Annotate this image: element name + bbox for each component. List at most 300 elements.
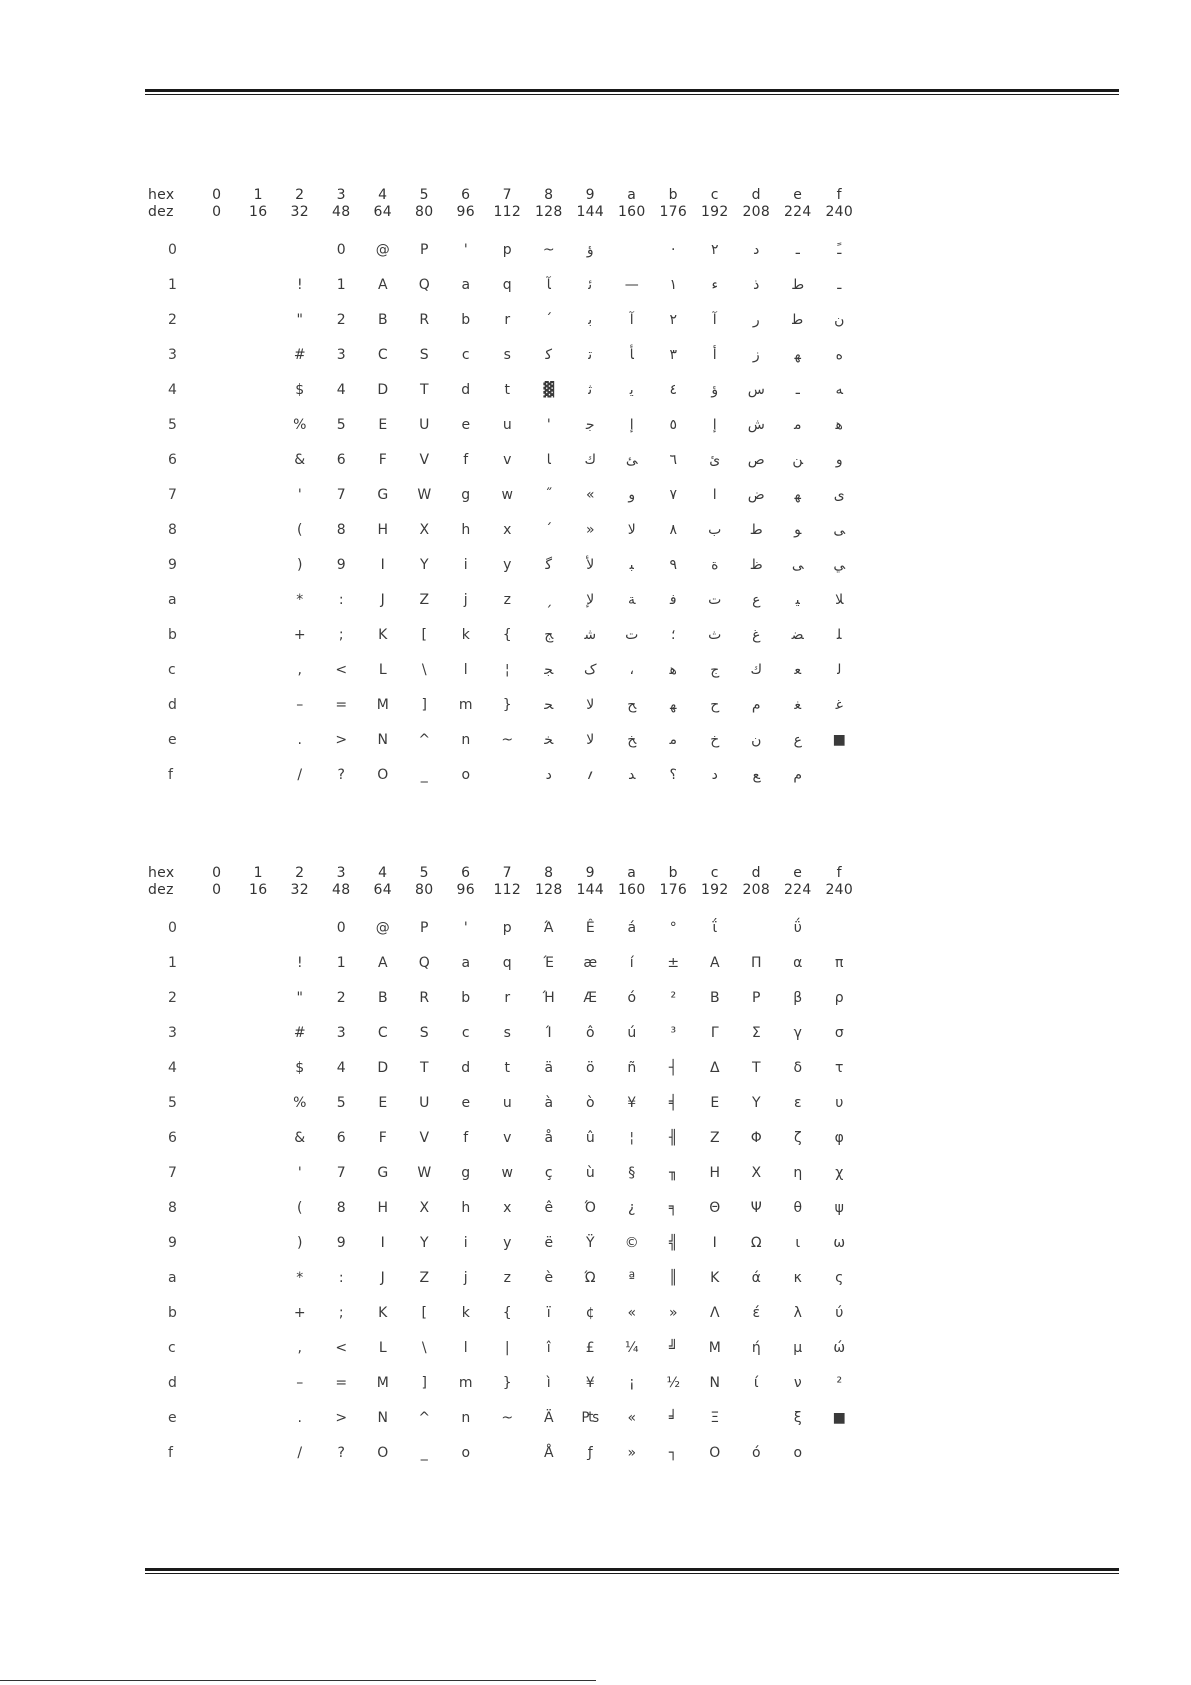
table-row: [146, 1295, 866, 1330]
character-cell: R: [419, 989, 430, 1006]
dez-label: dez: [148, 204, 174, 220]
character-cell: Å: [543, 1444, 554, 1461]
character-cell: #: [293, 1024, 306, 1041]
character-cell: —: [624, 276, 639, 293]
table-row: [146, 302, 866, 337]
character-cell: س: [747, 381, 765, 398]
character-cell: d: [461, 381, 471, 398]
hex-column-header: a: [627, 865, 637, 881]
character-cell: «: [627, 1304, 637, 1321]
character-cell: ﺋ: [588, 276, 593, 293]
character-cell: ﻬ: [794, 486, 801, 503]
character-cell: L: [378, 661, 387, 678]
character-cell: σ: [834, 1024, 844, 1041]
hex-column-header: 3: [336, 187, 346, 203]
character-cell: ﻡ: [751, 696, 761, 713]
character-cell: κ: [793, 1269, 802, 1286]
character-cell: }: [502, 696, 512, 713]
character-cell: h: [461, 521, 471, 538]
character-cell: v: [503, 1129, 512, 1146]
character-cell: ς: [835, 1269, 844, 1286]
character-cell: Δ: [709, 1059, 720, 1076]
character-cell: ؤ: [586, 241, 594, 258]
dez-column-header: 96: [456, 882, 475, 898]
character-cell: ح: [710, 696, 720, 713]
dez-column-header: 224: [783, 204, 812, 220]
character-cell: ´: [545, 311, 553, 328]
character-cell: ﻐ: [794, 696, 802, 713]
character-cell: ﺨ: [544, 731, 554, 748]
character-cell: ¢: [585, 1304, 595, 1321]
character-cell: î: [546, 1339, 551, 1356]
table-row: [146, 1225, 866, 1260]
character-cell: k: [461, 1304, 470, 1321]
character-cell: :: [338, 591, 344, 608]
hex-column-header: 2: [295, 187, 305, 203]
row-label: 3: [168, 346, 177, 363]
character-cell: |: [504, 1339, 510, 1356]
character-cell: «: [585, 486, 595, 503]
character-cell: 9: [336, 556, 346, 573]
hex-column-header: 5: [419, 187, 429, 203]
hex-column-header: c: [710, 187, 719, 203]
character-cell: Ä: [543, 1409, 554, 1426]
character-cell: O: [377, 766, 389, 783]
character-cell: =: [335, 1374, 348, 1391]
character-cell: 2: [336, 989, 346, 1006]
dez-header-row: [146, 882, 866, 899]
character-cell: ر: [752, 311, 760, 328]
character-cell: Υ: [751, 1094, 761, 1111]
character-cell: D: [377, 381, 389, 398]
character-cell: ò: [585, 1094, 595, 1111]
character-cell: f: [463, 451, 469, 468]
character-cell: w: [501, 1164, 513, 1181]
character-cell: ئ: [709, 451, 721, 468]
table-row: [146, 1260, 866, 1295]
character-cell: c: [461, 1024, 470, 1041]
character-cell: Έ: [543, 954, 554, 971]
character-cell: ﻭ: [835, 451, 843, 468]
dez-column-header: 32: [290, 204, 309, 220]
character-cell: ﻣ: [794, 416, 802, 433]
character-cell: @: [375, 241, 390, 258]
character-cell: %: [293, 416, 307, 433]
character-cell: ﺢ: [627, 696, 637, 713]
character-cell: ٥: [669, 416, 678, 433]
table-row: [146, 512, 866, 547]
character-cell: [: [421, 626, 427, 643]
character-cell: Æ: [583, 989, 598, 1006]
hex-column-header: e: [793, 187, 803, 203]
header-rule: [145, 89, 1119, 96]
character-cell: έ: [752, 1304, 761, 1321]
character-cell: i: [463, 1234, 468, 1251]
character-cell: ٢: [669, 311, 678, 328]
character-cell: Χ: [751, 1164, 762, 1181]
character-cell: ﮐ: [545, 346, 553, 363]
character-cell: I: [380, 1234, 385, 1251]
dez-column-header: 224: [783, 882, 812, 898]
character-cell: ٨: [669, 521, 678, 538]
character-cell: »: [585, 521, 595, 538]
character-cell: ¡: [628, 1374, 635, 1391]
hex-column-header: 1: [253, 865, 263, 881]
character-cell: ë: [544, 1234, 554, 1251]
character-cell: _: [420, 1444, 428, 1461]
character-cell: ]: [421, 1374, 427, 1391]
character-cell: ﻼ: [835, 591, 844, 608]
dez-column-header: 192: [700, 204, 729, 220]
character-cell: h: [461, 1199, 471, 1216]
character-cell: ﻬ: [794, 346, 801, 363]
character-cell: Ξ: [710, 1409, 720, 1426]
character-cell: ﻓ: [669, 591, 677, 608]
character-cell: ٤: [669, 381, 678, 398]
character-cell: ': [546, 416, 551, 433]
character-cell: ': [463, 919, 468, 936]
row-label: d: [168, 696, 177, 713]
hex-column-header: 5: [419, 865, 429, 881]
character-cell: ñ: [627, 1059, 637, 1076]
table-row: [146, 442, 866, 477]
character-cell: @: [375, 919, 390, 936]
character-cell: B: [377, 311, 388, 328]
character-cell: Ν: [709, 1374, 720, 1391]
character-cell: }: [502, 1374, 512, 1391]
character-cell: ï: [546, 1304, 551, 1321]
character-cell: ¼: [624, 1339, 639, 1356]
character-cell: β: [793, 989, 803, 1006]
row-label: 0: [168, 241, 177, 258]
character-cell: د: [753, 241, 760, 258]
dez-column-header: 64: [373, 882, 392, 898]
row-label: f: [168, 766, 173, 783]
character-cell: ┤: [669, 1059, 678, 1076]
character-cell: u: [502, 416, 512, 433]
character-cell: 4: [336, 1059, 346, 1076]
character-cell: ■: [832, 731, 846, 748]
dez-column-header: 208: [742, 204, 771, 220]
character-cell: ι: [795, 1234, 801, 1251]
table-row: [146, 687, 866, 722]
character-cell: >: [335, 1409, 348, 1426]
dez-column-header: 80: [415, 204, 434, 220]
character-cell: ﺟ: [585, 416, 595, 433]
character-cell: ﻴ: [795, 591, 800, 608]
dez-column-header: 112: [493, 204, 522, 220]
character-cell: 0: [336, 241, 346, 258]
character-cell: £: [585, 1339, 595, 1356]
character-cell: ╡: [669, 1094, 678, 1111]
dez-column-header: 144: [576, 204, 605, 220]
row-label: 1: [168, 954, 177, 971]
character-cell: ): [297, 1234, 303, 1251]
character-cell: à: [544, 1094, 554, 1111]
character-cell: ﺒ: [629, 556, 634, 573]
hex-header-row: [146, 187, 866, 204]
row-label: 1: [168, 276, 177, 293]
character-cell: ﻫ: [669, 661, 677, 678]
character-cell: ˏ: [545, 591, 553, 608]
character-cell: ز: [752, 346, 760, 363]
dez-column-header: 240: [825, 882, 854, 898]
character-cell: Q: [418, 954, 430, 971]
character-cell: L: [378, 1339, 387, 1356]
character-cell: ³: [670, 1024, 677, 1041]
character-cell: G: [377, 486, 389, 503]
character-cell: ﻊ: [752, 766, 760, 783]
row-label: 4: [168, 1059, 177, 1076]
character-cell: K: [378, 626, 388, 643]
character-cell: ~: [501, 731, 514, 748]
character-cell: A: [377, 276, 388, 293]
character-cell: –: [296, 696, 304, 713]
character-cell: A: [377, 954, 388, 971]
character-cell: <: [335, 661, 348, 678]
character-cell: ]: [421, 696, 427, 713]
character-cell: ': [463, 241, 468, 258]
character-cell: &: [294, 451, 306, 468]
dez-column-header: 176: [659, 882, 688, 898]
character-cell: j: [463, 591, 468, 608]
row-label: 4: [168, 381, 177, 398]
table-row: [146, 1190, 866, 1225]
character-cell: ù: [585, 1164, 595, 1181]
character-cell: ^: [418, 1409, 431, 1426]
character-cell: Κ: [710, 1269, 720, 1286]
character-cell: E: [378, 416, 388, 433]
character-cell: γ: [793, 1024, 802, 1041]
character-cell: ": [296, 311, 303, 328]
table-row: [146, 652, 866, 687]
character-cell: ٧: [669, 486, 678, 503]
character-cell: U: [419, 1094, 430, 1111]
character-cell: أ: [712, 346, 717, 363]
character-cell: §: [628, 1164, 636, 1181]
character-cell: T: [419, 1059, 429, 1076]
character-cell: ث: [708, 626, 722, 643]
character-cell: ﺪ: [628, 766, 636, 783]
character-cell: 4: [336, 381, 346, 398]
character-cell: z: [503, 1269, 511, 1286]
hex-column-header: 4: [378, 865, 388, 881]
character-cell: ٦: [669, 451, 678, 468]
character-cell: ﻮ: [794, 521, 802, 538]
character-cell: H: [377, 521, 389, 538]
dez-column-header: 16: [249, 882, 268, 898]
character-cell: ): [297, 556, 303, 573]
table-row: [146, 1400, 866, 1435]
character-cell: U: [419, 416, 430, 433]
character-cell: t: [504, 1059, 510, 1076]
character-cell: Π: [750, 954, 762, 971]
character-cell: P: [420, 241, 429, 258]
character-cell: 6: [336, 1129, 346, 1146]
hex-column-header: b: [668, 865, 678, 881]
character-cell: P: [420, 919, 429, 936]
character-cell: ω: [833, 1234, 846, 1251]
character-cell: ╖: [669, 1164, 678, 1181]
row-label: c: [168, 661, 176, 678]
character-cell: Ή: [542, 989, 555, 1006]
character-cell: !: [296, 954, 303, 971]
character-cell: ,: [297, 1339, 302, 1356]
scan-edge-line: [0, 1680, 596, 1681]
table-row: [146, 1155, 866, 1190]
character-cell: I: [380, 556, 385, 573]
character-cell: i: [463, 556, 468, 573]
character-cell: y: [503, 1234, 512, 1251]
character-cell: ﻳ: [629, 381, 634, 398]
table-row: [146, 232, 866, 267]
character-cell: ،: [629, 661, 635, 678]
hex-column-header: 7: [502, 187, 512, 203]
table-row: [146, 1365, 866, 1400]
character-cell: Y: [419, 1234, 429, 1251]
character-cell: \: [421, 1339, 427, 1356]
character-cell: ﺞ: [544, 626, 554, 643]
dez-column-header: 240: [825, 204, 854, 220]
character-cell: û: [585, 1129, 595, 1146]
character-cell: S: [419, 346, 429, 363]
hex-column-header: 6: [461, 187, 471, 203]
character-cell: æ: [583, 954, 598, 971]
character-cell: 3: [336, 346, 346, 363]
character-cell: ؟: [669, 766, 677, 783]
character-cell: ﻉ: [793, 731, 802, 748]
character-cell: Γ: [710, 1024, 719, 1041]
character-cell: +: [293, 1304, 306, 1321]
character-cell: x: [503, 521, 512, 538]
character-cell: »: [668, 1304, 678, 1321]
character-cell: ¦: [629, 1129, 635, 1146]
character-cell: j: [463, 1269, 468, 1286]
character-cell: ˊ: [545, 521, 553, 538]
character-cell: ┐: [669, 1444, 678, 1461]
character-cell: Ί: [545, 1024, 552, 1041]
character-cell: e: [461, 416, 471, 433]
hex-column-header: 4: [378, 187, 388, 203]
character-cell: 9: [336, 1234, 346, 1251]
character-cell: ﻻ: [586, 696, 595, 713]
table-row: [146, 267, 866, 302]
hex-column-header: 8: [544, 865, 554, 881]
character-cell: ظ: [749, 556, 763, 573]
character-cell: ²: [836, 1374, 843, 1391]
character-cell: S: [419, 1024, 429, 1041]
character-cell: g: [461, 486, 471, 503]
character-cell: ': [297, 1164, 302, 1181]
character-cell: ö: [585, 1059, 595, 1076]
character-cell: \: [421, 661, 427, 678]
character-cell: ب: [708, 521, 722, 538]
character-cell: 5: [336, 416, 346, 433]
character-cell: ": [296, 989, 303, 1006]
character-cell: 1: [336, 276, 346, 293]
character-cell: ξ: [793, 1409, 802, 1426]
character-cell: Ά: [543, 919, 554, 936]
character-cell: ~: [542, 241, 555, 258]
character-cell: m: [458, 1374, 473, 1391]
character-cell: ά: [751, 1269, 761, 1286]
table-row: [146, 980, 866, 1015]
character-cell: 5: [336, 1094, 346, 1111]
character-cell: η: [793, 1164, 803, 1181]
character-cell: Z: [419, 591, 430, 608]
character-cell: ì: [546, 1374, 551, 1391]
character-cell: =: [335, 696, 348, 713]
character-cell: ·: [671, 241, 676, 258]
character-cell: !: [296, 276, 303, 293]
character-cell: ©: [624, 1234, 639, 1251]
hex-column-header: b: [668, 187, 678, 203]
character-cell: ₧: [581, 1409, 600, 1426]
character-cell: ٢: [710, 241, 719, 258]
character-cell: ╛: [669, 1409, 678, 1426]
character-cell: °: [669, 919, 677, 936]
character-cell: &: [294, 1129, 306, 1146]
character-cell: Y: [419, 556, 429, 573]
character-cell: ª: [628, 1269, 636, 1286]
character-cell: ﻣ: [669, 731, 677, 748]
character-cell: +: [293, 626, 306, 643]
row-label: 7: [168, 1164, 177, 1181]
character-cell: ζ: [793, 1129, 802, 1146]
character-cell: Ε: [710, 1094, 720, 1111]
character-cell: Ψ: [750, 1199, 762, 1216]
row-label: 8: [168, 521, 177, 538]
character-cell: ﻠ: [836, 626, 842, 643]
character-cell: آ: [712, 311, 717, 328]
character-cell: ﻪ: [835, 381, 843, 398]
character-cell: ﻻ: [627, 521, 636, 538]
character-cell: ﮭ: [670, 696, 677, 713]
character-cell: Α: [709, 954, 720, 971]
dez-column-header: 0: [212, 882, 222, 898]
character-cell: ة: [711, 556, 719, 573]
dez-header-row: [146, 204, 866, 221]
hex-column-header: 7: [502, 865, 512, 881]
character-cell: Ι: [712, 1234, 717, 1251]
character-cell: ¦: [504, 661, 510, 678]
character-cell: {: [502, 626, 512, 643]
character-cell: ²: [670, 989, 677, 1006]
character-cell: ﻰ: [791, 556, 804, 573]
character-cell: ﺎ: [546, 451, 551, 468]
dez-column-header: 192: [700, 882, 729, 898]
character-cell: ﺷ: [584, 626, 597, 643]
character-cell: ô: [585, 1024, 595, 1041]
row-label: 8: [168, 1199, 177, 1216]
character-cell: ½: [666, 1374, 681, 1391]
character-cell: _: [420, 766, 428, 783]
character-cell: H: [377, 1199, 389, 1216]
character-cell: Ώ: [584, 1269, 597, 1286]
character-cell: ﻷ: [586, 556, 595, 573]
character-cell: F: [378, 1129, 387, 1146]
hex-column-header: 3: [336, 865, 346, 881]
character-cell: ¥: [585, 1374, 595, 1391]
character-cell: W: [417, 1164, 432, 1181]
character-cell: v: [503, 451, 512, 468]
character-cell: ﻲ: [833, 556, 846, 573]
character-cell: Φ: [750, 1129, 762, 1146]
dez-column-header: 128: [534, 204, 563, 220]
dez-column-header: 0: [212, 204, 222, 220]
character-cell: 7: [336, 1164, 346, 1181]
character-cell: o: [461, 766, 471, 783]
